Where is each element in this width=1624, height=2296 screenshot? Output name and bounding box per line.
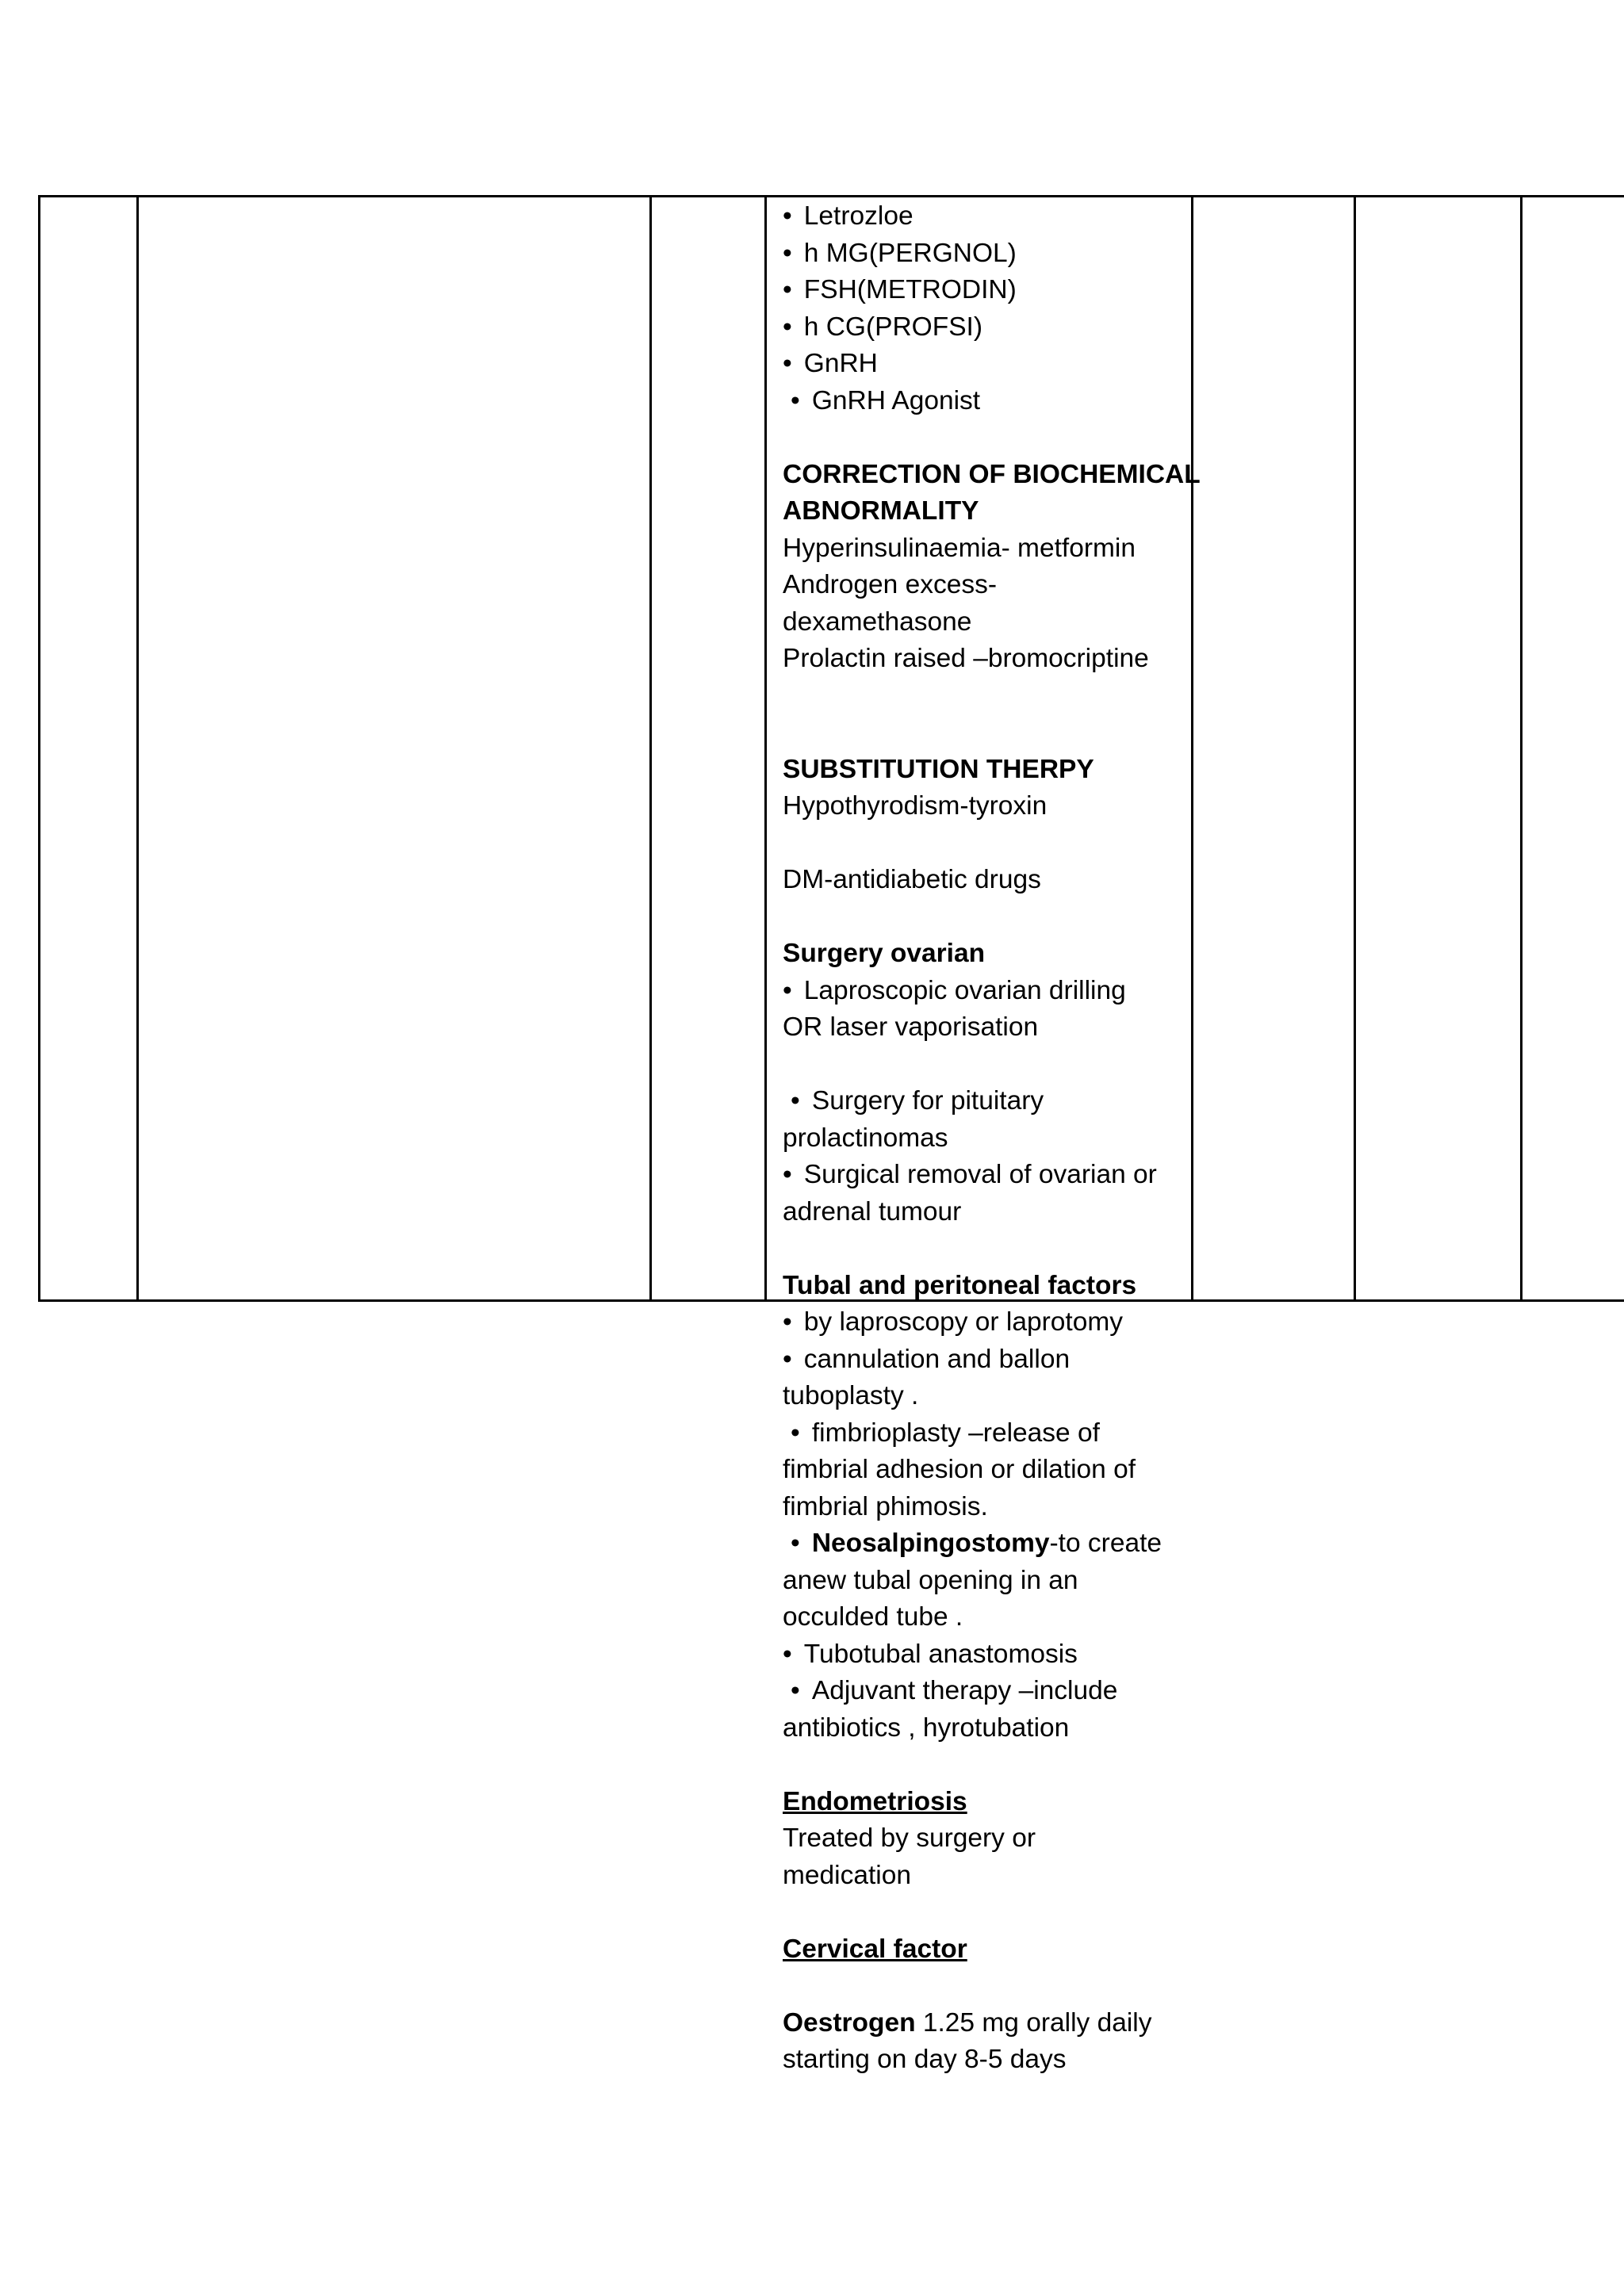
correction-heading-cont: ABNORMALITY (783, 496, 979, 526)
endometriosis-line: medication (783, 1860, 912, 1890)
treatment-cell (783, 198, 1201, 2079)
correction-heading: CORRECTION OF BIOCHEMICAL (783, 459, 1201, 489)
list-item: • h MG(PERGNOL) (783, 235, 1195, 273)
list-item (783, 1525, 1195, 1563)
list-item: • by laproscopy or laprotomy (783, 1304, 1195, 1341)
list-item: anew tubal opening in an (783, 1565, 1078, 1595)
list-item: • cannulation and ballon (783, 1341, 1195, 1379)
list-item: • GnRH (783, 346, 1195, 383)
substitution-heading: SUBSTITUTION THERPY (783, 754, 1094, 784)
endometriosis-line: Treated by surgery or (783, 1823, 1036, 1853)
oestrogen-term: Oestrogen (783, 2007, 916, 2038)
cervical-heading: Cervical factor (783, 1934, 967, 1964)
oestrogen-line (783, 2005, 1195, 2042)
correction-line: Androgen excess- (783, 570, 998, 599)
list-item: adrenal tumour (783, 1196, 962, 1226)
column-divider (649, 197, 652, 1299)
surgery-ovarian-heading: Surgery ovarian (783, 939, 986, 968)
correction-line: dexamethasone (783, 607, 972, 637)
correction-lines (783, 530, 1195, 678)
list-item: • FSH(METRODIN) (783, 272, 1195, 309)
list-item: • fimbrioplasty –release of (783, 1415, 1195, 1452)
list-item: • Laproscopic ovarian drilling (783, 973, 1195, 1010)
list-item: OR laser vaporisation (783, 1012, 1039, 1042)
neosalpingostomy-term: Neosalpingostomy (811, 1529, 1050, 1558)
tubal-list-cont (783, 1636, 1195, 1747)
list-item: occulded tube . (783, 1602, 963, 1632)
list-item: • GnRH Agonist (783, 383, 1195, 420)
list-item: • h CG(PROFSI) (783, 309, 1195, 346)
drug-list (783, 198, 1195, 419)
list-item: tuboplasty . (783, 1381, 919, 1410)
list-item: • Surgical removal of ovarian or (783, 1157, 1195, 1194)
list-item: • Surgery for pituitary (783, 1083, 1195, 1120)
surgery-ovarian-list (783, 973, 1195, 1231)
oestrogen-line-2: starting on day 8-5 days (783, 2045, 1067, 2074)
correction-line: Prolactin raised –bromocriptine (783, 644, 1149, 673)
oestrogen-dose: 1.25 mg orally daily (915, 2007, 1152, 2038)
column-divider (764, 197, 767, 1299)
tubal-list (783, 1304, 1195, 1525)
substitution-line: DM-antidiabetic drugs (783, 865, 1041, 894)
column-divider (136, 197, 139, 1299)
tubal-heading: Tubal and peritoneal factors (783, 1270, 1137, 1300)
column-divider (1354, 197, 1356, 1299)
list-item: fimbrial adhesion or dilation of (783, 1455, 1136, 1484)
neosalpingostomy-text: -to create (1049, 1529, 1162, 1558)
list-item: • Tubotubal anastomosis (783, 1636, 1195, 1674)
list-item: antibiotics , hyrotubation (783, 1712, 1070, 1743)
correction-line: Hyperinsulinaemia- metformin (783, 533, 1136, 563)
list-item: fimbrial phimosis. (783, 1491, 988, 1521)
substitution-line: Hypothyrodism-tyroxin (783, 791, 1048, 821)
endometriosis-heading: Endometriosis (783, 1786, 967, 1816)
list-item: • Adjuvant therapy –include (783, 1673, 1195, 1710)
list-item: prolactinomas (783, 1123, 948, 1153)
column-divider (1520, 197, 1522, 1299)
list-item: • Letrozloe (783, 198, 1195, 235)
